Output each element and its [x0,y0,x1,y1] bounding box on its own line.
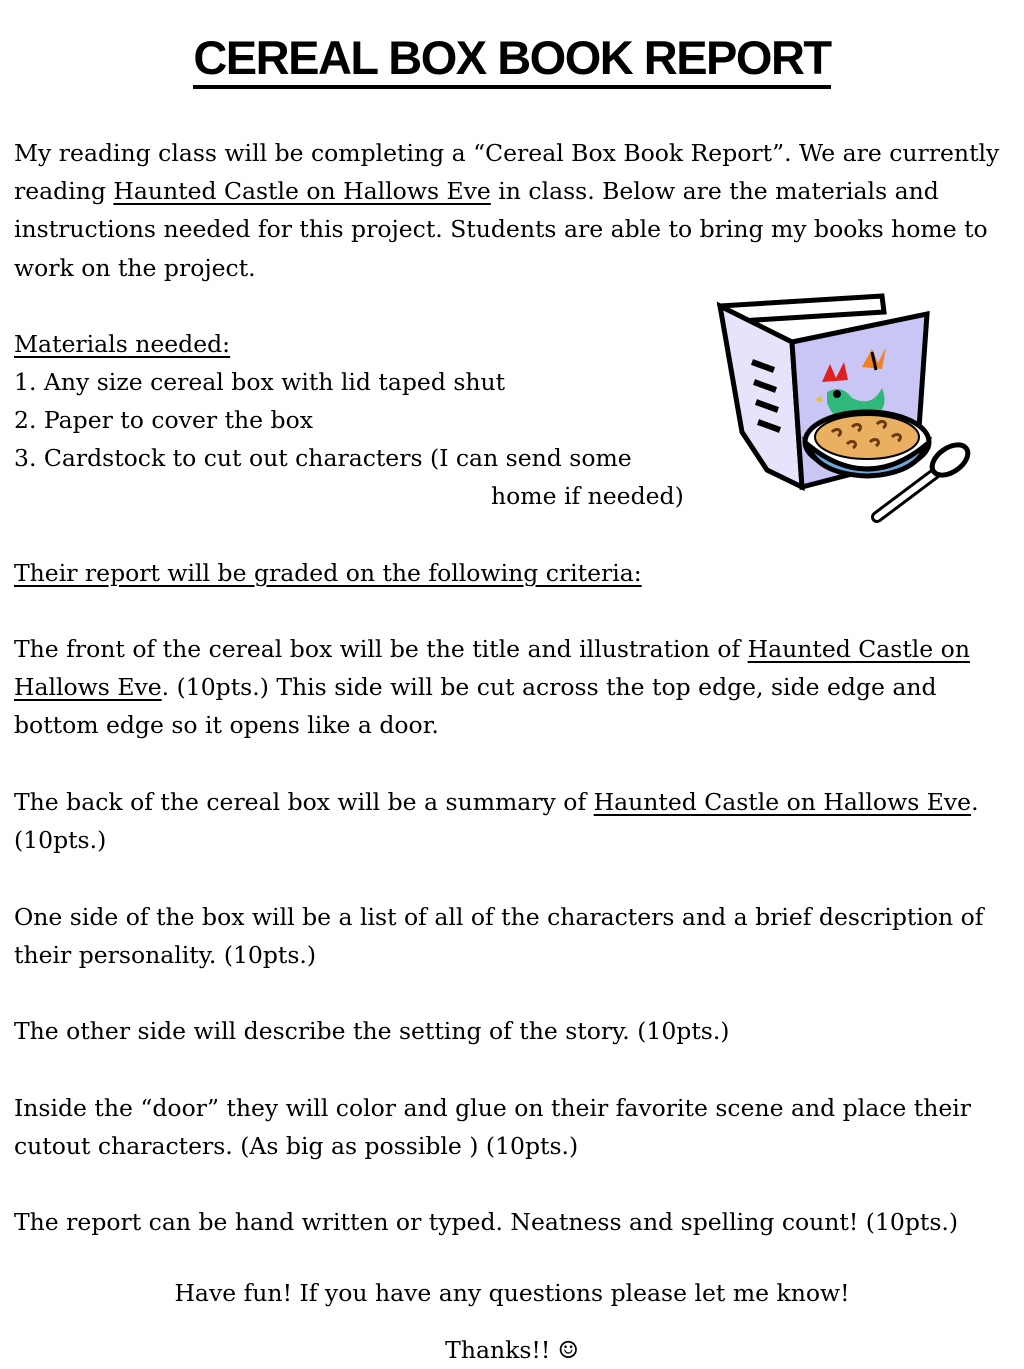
closing-line: Have fun! If you have any questions please let me know! [174,1279,850,1307]
front-criterion: The front of the cereal box will be the title and illustration of Haunted Castle on Hallows Eve. (10pts.) This side will be cut across the top edge, side edge and bottom edge so it opens like a door. [14,635,970,740]
book-title: Haunted Castle on Hallows Eve [593,788,972,816]
side2-criterion: The other side will describe the setting of the story. (10pts.) [14,1017,730,1045]
material-item: 2. Paper to cover the box [14,406,313,434]
material-item: 1. Any size cereal box with lid taped shut [14,368,506,396]
thanks-line: Thanks!! ☺ [445,1336,579,1364]
material-item: 3. Cardstock to cut out characters (I can send some [14,444,632,472]
side1-criterion: One side of the box will be a list of all of the characters and a brief description of their personality. (10pts.) [14,903,984,970]
inside-criterion: Inside the “door” they will color and glue on their favorite scene and place their cutout characters. (As big as possible ) (10pts.) [14,1094,972,1161]
back-criterion: The back of the cereal box will be a summary of Haunted Castle on Hallows Eve. (10pts.) [14,788,979,855]
criteria-heading: Their report will be graded on the following criteria: [14,559,642,587]
book-title: Haunted Castle on Hallows Eve [14,635,970,702]
material-item-continued: home if needed) [491,482,684,510]
book-title: Haunted Castle on Hallows Eve [113,177,491,206]
cereal-box-bowl-icon [712,292,982,532]
page-title: CEREAL BOX BOOK REPORT [0,34,1024,89]
materials-heading: Materials needed: [14,330,231,358]
neatness-criterion: The report can be hand written or typed. Neatness and spelling count! (10pts.) [14,1208,959,1236]
intro-paragraph: My reading class will be completing a “Cereal Box Book Report”. We are currently reading Haunted Castle on Hallows Eve in class. Below are the materials and instructions needed for this project. Students are able to bring my books home to work on the project. [14,139,1000,282]
